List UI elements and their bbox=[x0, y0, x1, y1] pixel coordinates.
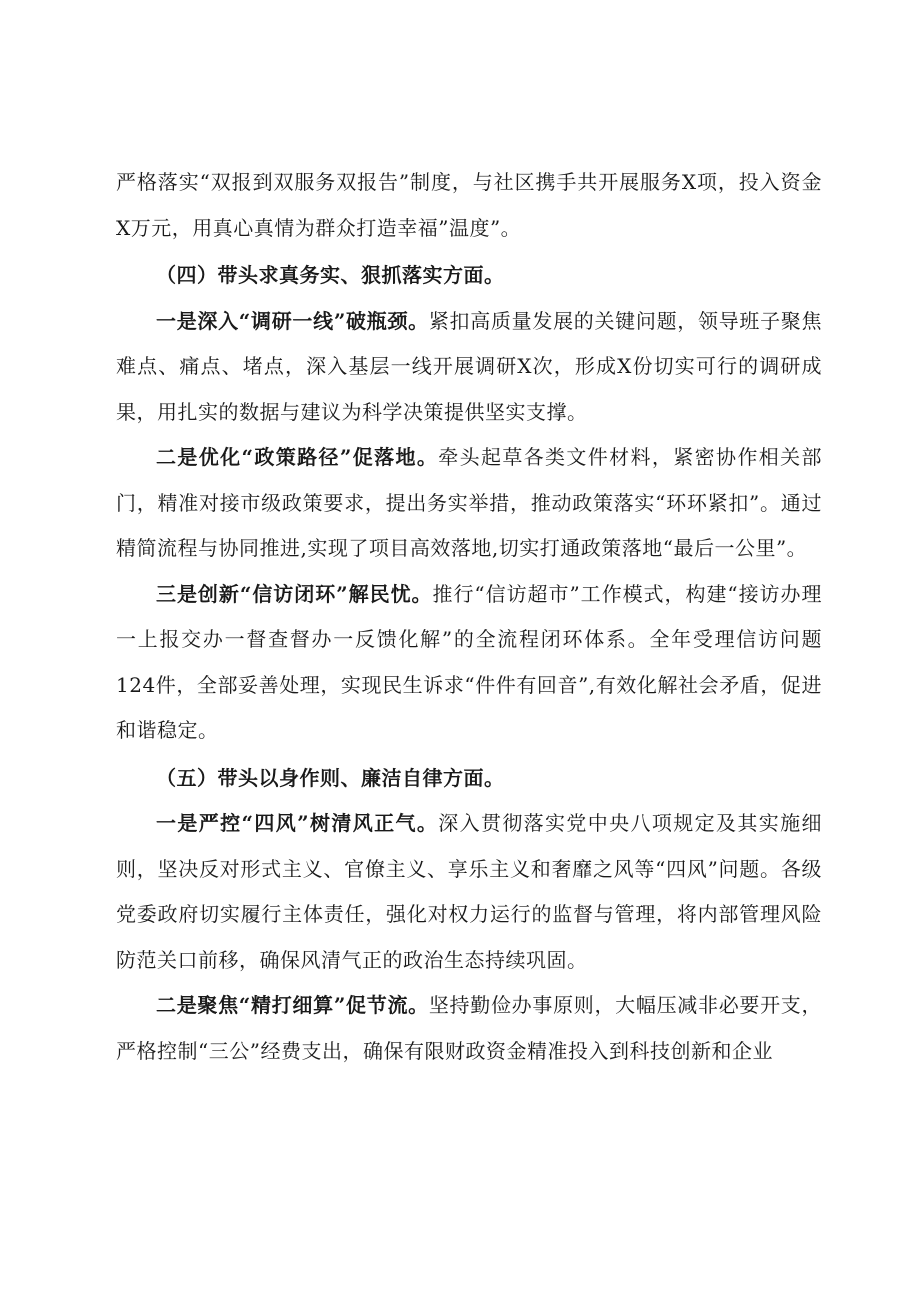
paragraph-frugality bbox=[116, 983, 822, 1074]
paragraph-continuation bbox=[116, 160, 822, 251]
paragraph-lead: 一是深入“调研一线”破瓶颈。 bbox=[156, 308, 429, 333]
paragraph-policy bbox=[116, 435, 822, 572]
paragraph-four-winds bbox=[116, 801, 822, 983]
paragraph-lead: 三是创新“信访闭环”解民忧。 bbox=[156, 581, 433, 606]
paragraph-text: 坚持勤俭办事原则，大幅压减非必要开支，严格控制“三公”经费支出，确保有限财政资金精准投入到科技创新和企业 bbox=[116, 993, 823, 1063]
paragraph-lead: 一是严控“四风”树清风正气。 bbox=[156, 811, 439, 835]
paragraph-lead: 二是聚焦“精打细算”促节流。 bbox=[156, 993, 429, 1017]
paragraph-petition bbox=[116, 572, 822, 754]
section-heading-text: （四）带头求真务实、狠抓落实方面。 bbox=[156, 263, 505, 287]
document-page bbox=[116, 160, 822, 1074]
paragraph-text: 牵头起草各类文件材料，紧密协作相关部门，精准对接市级政策要求，提出务实举措，推动政策落实“环环紧扣”。通过精简流程与协同推进,实现了项目高效落地,切实打通政策落地“最后一公里”。 bbox=[116, 445, 823, 560]
paragraph-text: 紧扣高质量发展的关键问题，领导班子聚焦难点、痛点、堵点，深入基层一线开展调研X次，形成X份切实可行的调研成果，用扎实的数据与建议为科学决策提供坚实支撑。 bbox=[116, 308, 823, 424]
paragraph-text: 深入贯彻落实党中央八项规定及其实施细则，坚决反对形式主义、官僚主义、享乐主义和奢靡之风等“四风”问题。各级党委政府切实履行主体责任，强化对权力运行的监督与管理，将内部管理风险防范关口前移，确保风清气正的政治生态持续巩固。 bbox=[116, 811, 823, 972]
paragraph-text: 推行“信访超市”工作模式，构建“接访办理一上报交办一督查督办一反馈化解”的全流程闭环体系。全年受理信访问题124件，全部妥善处理，实现民生诉求“件件有回音”,有效化解社会矛盾，促进和谐稳定。 bbox=[116, 581, 822, 742]
section-heading-five bbox=[116, 756, 822, 802]
section-heading-four bbox=[116, 253, 822, 299]
section-heading-text: （五）带头以身作则、廉洁自律方面。 bbox=[156, 765, 505, 790]
paragraph-text: 严格落实“双报到双服务双报告”制度，与社区携手共开展服务X项，投入资金X万元，用真心真情为群众打造幸福”温度”。 bbox=[116, 170, 822, 240]
paragraph-research bbox=[116, 299, 822, 436]
paragraph-lead: 二是优化“政策路径”促落地。 bbox=[156, 445, 439, 469]
